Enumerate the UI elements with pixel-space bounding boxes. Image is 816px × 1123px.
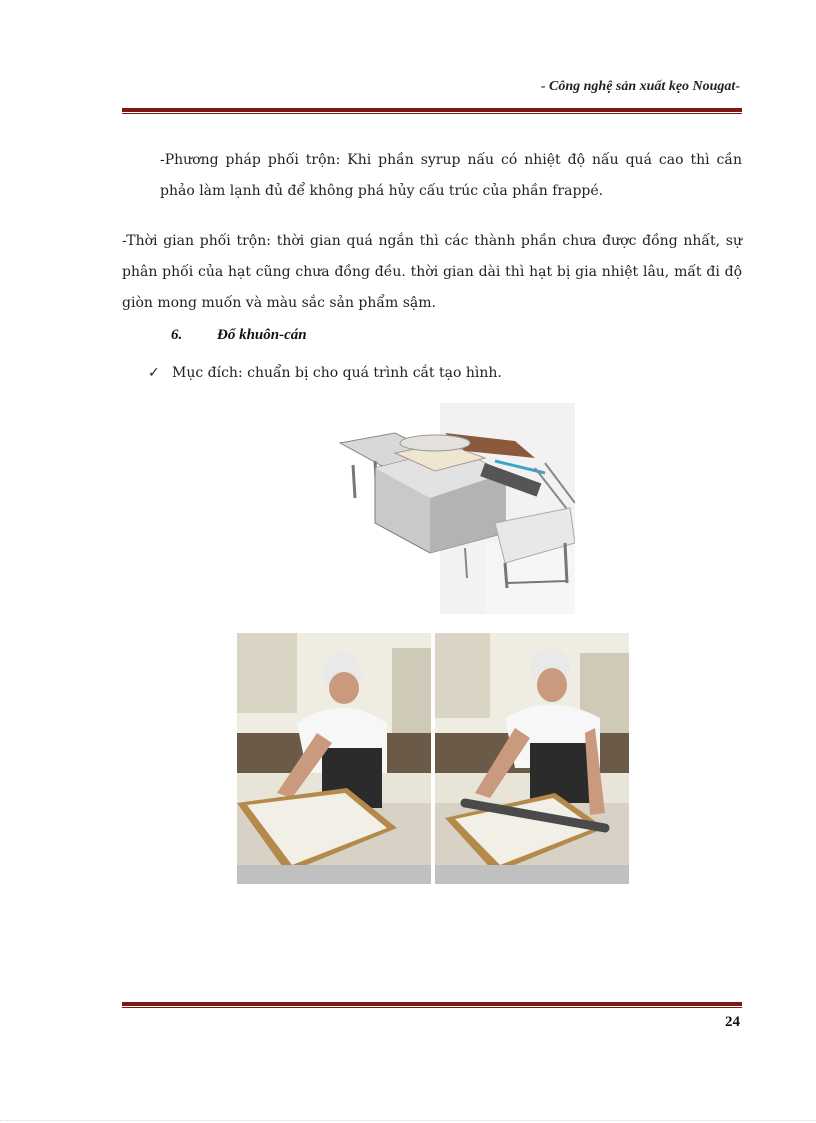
- section-heading: [171, 327, 307, 344]
- document-header-title: - Công nghệ sản xuất kẹo Nougat-: [540, 79, 740, 94]
- paragraph-line: phảo làm lạnh đủ để không phá hủy cấu trúc của phần frappé.: [160, 183, 604, 199]
- rolling-machine-image: [335, 403, 575, 614]
- paragraph-line: giòn mong muốn và màu sắc sản phẩm sậm.: [122, 295, 436, 311]
- footer-rule: [122, 1002, 742, 1008]
- photo-spreading-nougat: [237, 633, 431, 884]
- checkmark-icon: ✓: [148, 365, 160, 381]
- bullet-text: Mục đích: chuẩn bị cho quá trình cắt tạo hình.: [172, 365, 502, 381]
- header-rule: [122, 108, 742, 114]
- section-number: 6.: [171, 327, 183, 343]
- page-bottom-divider: [0, 1120, 816, 1121]
- page-number: 24: [725, 1014, 740, 1030]
- paragraph-line: phân phối của hạt cũng chưa đồng đều. thời gian dài thì hạt bị gia nhiệt lâu, mất đi độ: [122, 264, 742, 280]
- paragraph-line: -Thời gian phối trộn: thời gian quá ngắn thì các thành phần chưa được đồng nhất, sự: [122, 233, 742, 249]
- paragraph-line: -Phương pháp phối trộn: Khi phần syrup nấu có nhiệt độ nấu quá cao thì cần: [160, 152, 742, 168]
- section-title: Đổ khuôn-cán: [217, 327, 307, 343]
- paragraph-mixing-method: [160, 145, 742, 207]
- paragraph-mixing-time: [122, 226, 742, 319]
- purpose-bullet: [148, 365, 502, 381]
- photo-rolling-nougat: [435, 633, 629, 884]
